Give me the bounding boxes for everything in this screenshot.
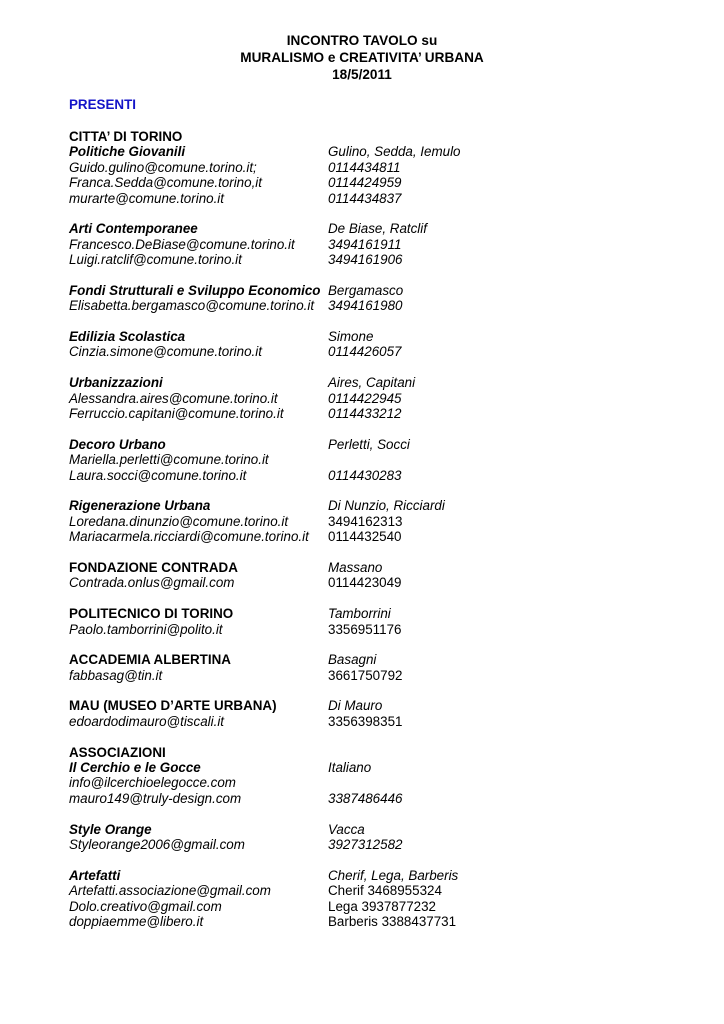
row-right-text: Gulino, Sedda, Iemulo bbox=[328, 144, 461, 160]
list-row bbox=[69, 745, 709, 760]
row-right-text: Vacca bbox=[328, 821, 365, 837]
blank-line bbox=[69, 545, 709, 560]
list-row bbox=[69, 329, 709, 344]
row-left-text: Contrada.onlus@gmail.com bbox=[69, 575, 235, 591]
list-row bbox=[69, 914, 709, 929]
row-left-text: Artefatti bbox=[69, 867, 121, 883]
blank-line bbox=[69, 421, 709, 436]
list-row bbox=[69, 191, 709, 206]
row-right-text: Tamborrini bbox=[328, 606, 391, 622]
row-left-text: Loredana.dinunzio@comune.torino.it bbox=[69, 513, 289, 529]
row-left-text: Style Orange bbox=[69, 821, 152, 837]
list-row bbox=[69, 514, 709, 529]
row-right-text: 0114423049 bbox=[328, 575, 402, 591]
list-row bbox=[69, 175, 709, 190]
row-left-text: Elisabetta.bergamasco@comune.torino.it bbox=[69, 298, 315, 314]
row-left-text: edoardodimauro@tiscali.it bbox=[69, 713, 225, 729]
row-right-text: Barberis 3388437731 bbox=[328, 913, 457, 929]
row-right-text: 3494161906 bbox=[328, 252, 403, 268]
blank-line bbox=[69, 206, 709, 221]
row-right-text: 0114433212 bbox=[328, 406, 402, 422]
list-row bbox=[69, 283, 709, 298]
list-row bbox=[69, 899, 709, 914]
row-left-text: doppiaemme@libero.it bbox=[69, 913, 204, 929]
list-row bbox=[69, 560, 709, 575]
list-row bbox=[69, 298, 709, 313]
row-right-text: Cherif, Lega, Barberis bbox=[328, 867, 459, 883]
row-right-text: Lega 3937877232 bbox=[328, 898, 436, 914]
row-left-text: Urbanizzazioni bbox=[69, 375, 163, 391]
list-row bbox=[69, 668, 709, 683]
blank-line bbox=[69, 806, 709, 821]
section-label: PRESENTI bbox=[69, 97, 136, 112]
list-row bbox=[69, 391, 709, 406]
row-left-text: Edilizia Scolastica bbox=[69, 329, 186, 345]
blank-line bbox=[69, 729, 709, 744]
blank-line bbox=[69, 852, 709, 867]
row-right-text: 3661750792 bbox=[328, 667, 403, 683]
row-left-text: Mariella.perletti@comune.torino.it bbox=[69, 452, 269, 468]
row-right-text: 0114434837 bbox=[328, 190, 402, 206]
row-left-text: Alessandra.aires@comune.torino.it bbox=[69, 390, 278, 406]
blank-line bbox=[69, 637, 709, 652]
list-row bbox=[69, 883, 709, 898]
blank-line bbox=[69, 268, 709, 283]
list-row bbox=[69, 575, 709, 590]
list-row bbox=[69, 237, 709, 252]
row-right-text: 3927312582 bbox=[328, 836, 403, 852]
row-right-text: 0114430283 bbox=[328, 467, 402, 483]
list-row bbox=[69, 622, 709, 637]
list-row bbox=[69, 160, 709, 175]
row-left-text: POLITECNICO DI TORINO bbox=[69, 606, 234, 622]
row-left-text: Rigenerazione Urbana bbox=[69, 498, 211, 514]
row-right-text: 3494161980 bbox=[328, 298, 403, 314]
blank-line bbox=[69, 591, 709, 606]
list-row bbox=[69, 144, 709, 159]
blank-line bbox=[69, 314, 709, 329]
row-left-text: Arti Contemporanee bbox=[69, 221, 198, 237]
row-left-text: murarte@comune.torino.it bbox=[69, 190, 224, 206]
row-right-text: 0114434811 bbox=[328, 159, 401, 175]
row-left-text: Cinzia.simone@comune.torino.it bbox=[69, 344, 262, 360]
row-left-text: Ferruccio.capitani@comune.torino.it bbox=[69, 406, 284, 422]
row-left-text: ACCADEMIA ALBERTINA bbox=[69, 652, 231, 668]
row-left-text: Decoro Urbano bbox=[69, 436, 166, 452]
row-left-text: Francesco.DeBiase@comune.torino.it bbox=[69, 236, 295, 252]
list-row bbox=[69, 760, 709, 775]
row-right-text: 0114432540 bbox=[328, 529, 402, 545]
document-title-line-2: MURALISMO e CREATIVITA’ URBANA bbox=[240, 50, 484, 65]
row-left-text: Dolo.creativo@gmail.com bbox=[69, 898, 222, 914]
list-row bbox=[69, 606, 709, 621]
list-row bbox=[69, 452, 709, 467]
row-right-text: Perletti, Socci bbox=[328, 436, 410, 452]
list-row bbox=[69, 698, 709, 713]
row-right-text: 0114426057 bbox=[328, 344, 402, 360]
list-row bbox=[69, 129, 709, 144]
row-left-text: Il Cerchio e le Gocce bbox=[69, 760, 201, 776]
row-left-text: mauro149@truly-design.com bbox=[69, 790, 242, 806]
row-left-text: Guido.gulino@comune.torino.it; bbox=[69, 159, 257, 175]
list-row bbox=[69, 837, 709, 852]
list-row bbox=[69, 437, 709, 452]
row-left-text: CITTA’ DI TORINO bbox=[69, 129, 183, 144]
row-left-text: ASSOCIAZIONI bbox=[69, 744, 166, 760]
list-row bbox=[69, 529, 709, 544]
list-row bbox=[69, 498, 709, 513]
list-row bbox=[69, 652, 709, 667]
row-left-text: Fondi Strutturali e Sviluppo Economico bbox=[69, 282, 321, 298]
document-date: 18/5/2011 bbox=[332, 67, 392, 82]
list-row bbox=[69, 375, 709, 390]
row-right-text: 0114424959 bbox=[328, 175, 402, 191]
row-right-text: 3494161911 bbox=[328, 236, 402, 252]
row-right-text: Aires, Capitani bbox=[328, 375, 416, 391]
list-row bbox=[69, 822, 709, 837]
row-left-text: Laura.socci@comune.torino.it bbox=[69, 467, 247, 483]
row-right-text: 0114422945 bbox=[328, 390, 402, 406]
list-row bbox=[69, 868, 709, 883]
row-left-text: Styleorange2006@gmail.com bbox=[69, 836, 245, 852]
row-right-text: Cherif 3468955324 bbox=[328, 883, 442, 899]
row-right-text: Massano bbox=[328, 559, 383, 575]
row-right-text: 3387486446 bbox=[328, 790, 403, 806]
row-left-text: Artefatti.associazione@gmail.com bbox=[69, 883, 271, 899]
row-right-text: Bergamasco bbox=[328, 282, 404, 298]
row-left-text: Politiche Giovanili bbox=[69, 144, 186, 160]
row-right-text: Simone bbox=[328, 329, 374, 345]
blank-line bbox=[69, 483, 709, 498]
row-right-text: 3356951176 bbox=[328, 621, 402, 637]
row-right-text: Basagni bbox=[328, 652, 377, 668]
row-left-text: Paolo.tamborrini@polito.it bbox=[69, 621, 223, 637]
row-left-text: Luigi.ratclif@comune.torino.it bbox=[69, 252, 242, 268]
row-left-text: info@ilcerchioelegocce.com bbox=[69, 775, 236, 791]
list-row bbox=[69, 344, 709, 359]
row-left-text: MAU (MUSEO D’ARTE URBANA) bbox=[69, 698, 277, 714]
row-left-text: Mariacarmela.ricciardi@comune.torino.it bbox=[69, 529, 309, 545]
blank-line bbox=[69, 360, 709, 375]
list-row bbox=[69, 468, 709, 483]
row-right-text: De Biase, Ratclif bbox=[328, 221, 427, 237]
list-row bbox=[69, 714, 709, 729]
blank-line bbox=[69, 683, 709, 698]
list-row bbox=[69, 775, 709, 790]
row-right-text: 3356398351 bbox=[328, 713, 403, 729]
row-right-text: Di Mauro bbox=[328, 698, 383, 714]
row-left-text: FONDAZIONE CONTRADA bbox=[69, 559, 238, 575]
row-right-text: Di Nunzio, Ricciardi bbox=[328, 498, 445, 514]
list-row bbox=[69, 406, 709, 421]
row-left-text: fabbasag@tin.it bbox=[69, 667, 163, 683]
row-right-text: 3494162313 bbox=[328, 513, 403, 529]
attendee-list bbox=[69, 129, 709, 929]
row-left-text: Franca.Sedda@comune.torino,it bbox=[69, 175, 262, 191]
row-right-text: Italiano bbox=[328, 760, 372, 776]
list-row bbox=[69, 221, 709, 236]
list-row bbox=[69, 252, 709, 267]
document-title-line-1: INCONTRO TAVOLO su bbox=[286, 33, 438, 48]
list-row bbox=[69, 791, 709, 806]
